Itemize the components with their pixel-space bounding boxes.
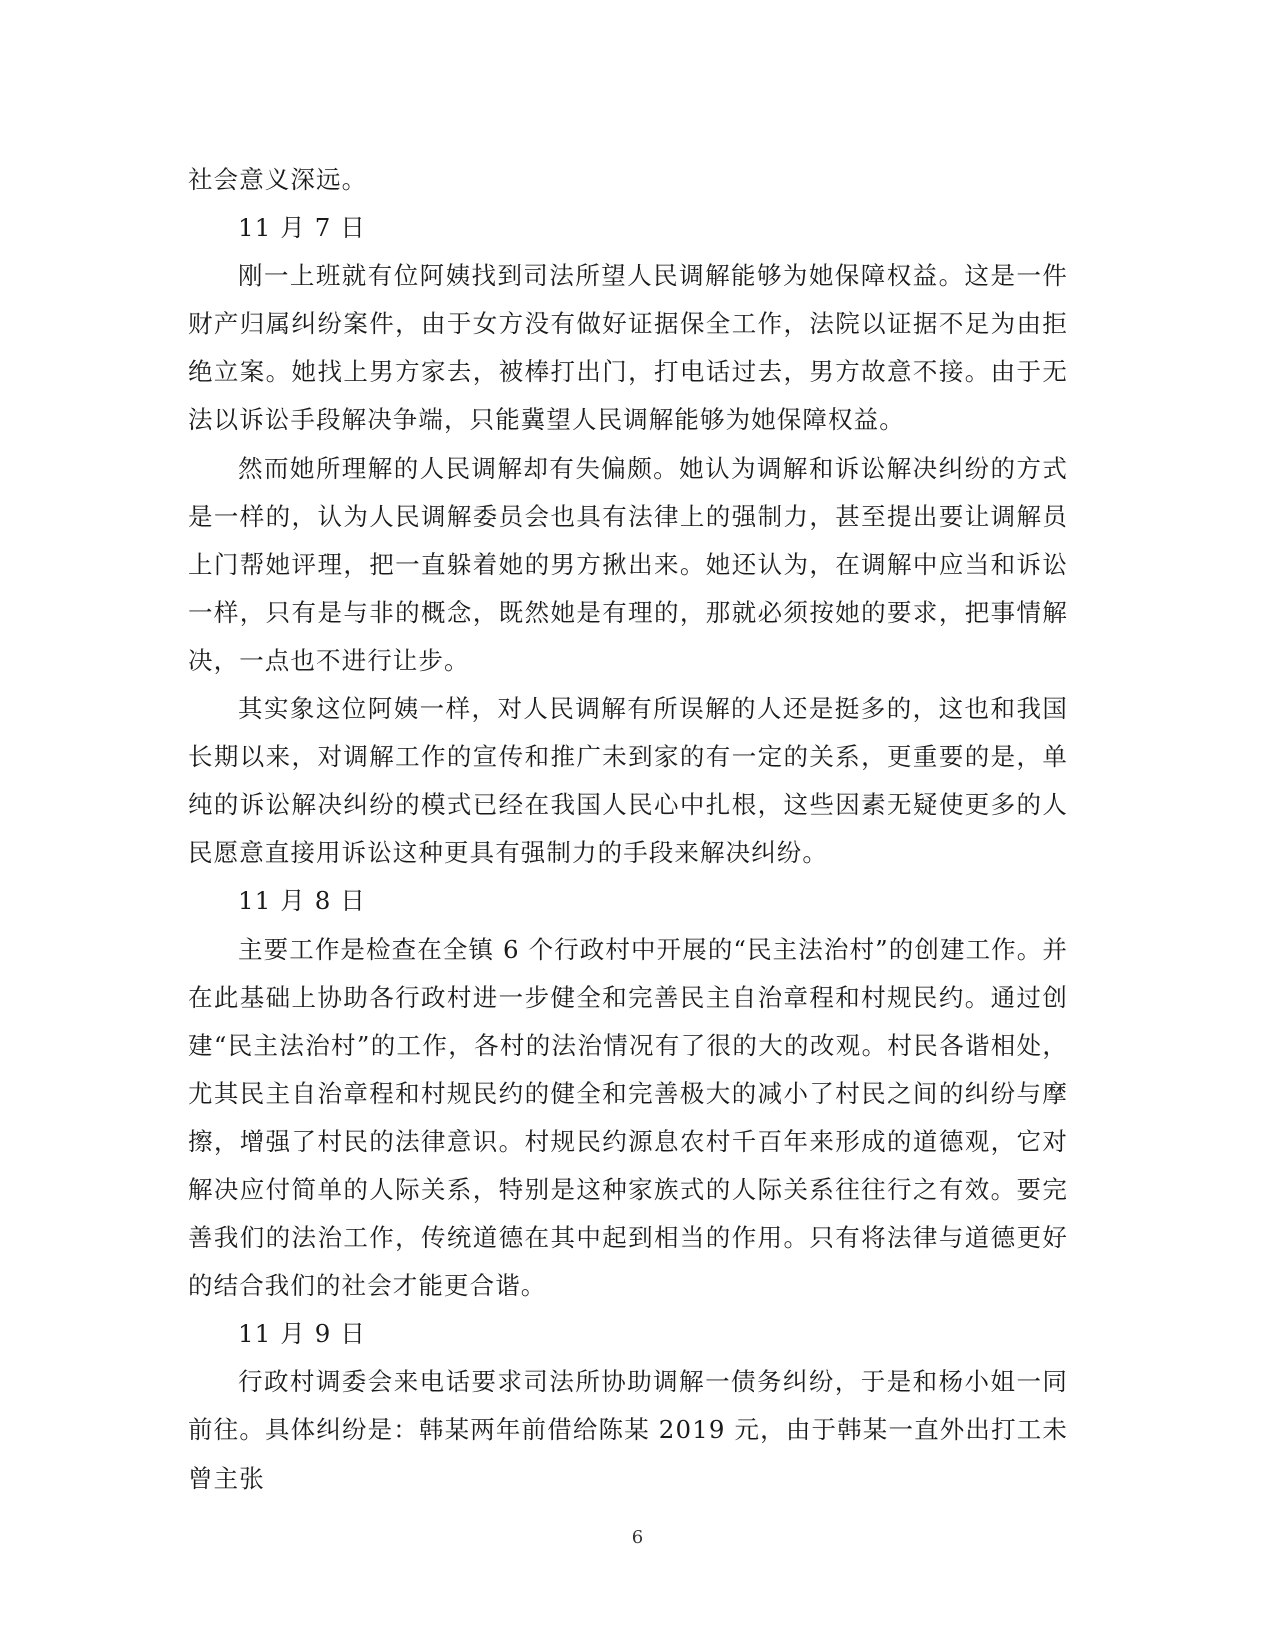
date-heading-nov-7: 11 月 7 日 xyxy=(238,213,366,243)
page-body xyxy=(188,156,1068,1503)
paragraph-continuation: 社会意义深远。 xyxy=(188,165,368,194)
date-heading-nov-8: 11 月 8 日 xyxy=(238,886,366,916)
paragraph-debt-dispute: 行政村调委会来电话要求司法所协助调解一债务纠纷，于是和杨小姐一同前往。具体纠纷是：韩某两年前借给陈某 2019 元，由于韩某一直外出打工未曾主张 xyxy=(188,1367,1068,1493)
paragraph-misunderstanding: 然而她所理解的人民调解却有失偏颇。她认为调解和诉讼解决纠纷的方式是一样的，认为人民调解委员会也具有法律上的强制力，甚至提出要让调解员上门帮她评理，把一直躲着她的男方揪出来。她还认为，在调解中应当和诉讼一样，只有是与非的概念，既然她是有理的，那就必须按她的要求，把事情解决，一点也不进行让步。 xyxy=(188,453,1068,675)
paragraph-mediation-case: 刚一上班就有位阿姨找到司法所望人民调解能够为她保障权益。这是一件财产归属纠纷案件，由于女方没有做好证据保全工作，法院以证据不足为由拒绝立案。她找上男方家去，被棒打出门，打电话过去，男方故意不接。由于无法以诉讼手段解决争端，只能冀望人民调解能够为她保障权益。 xyxy=(188,261,1068,435)
date-heading-nov-9: 11 月 9 日 xyxy=(238,1319,366,1349)
paragraph-democratic-village: 主要工作是检查在全镇 6 个行政村中开展的“民主法治村”的创建工作。并在此基础上协助各行政村进一步健全和完善民主自治章程和村规民约。通过创建“民主法治村”的工作，各村的法治情况有了很的大的改观。村民各谐相处，尤其民主自治章程和村规民约的健全和完善极大的减小了村民之间的纠纷与摩擦，增强了村民的法律意识。村规民约源息农村千百年来形成的道德观，它对解决应付简单的人际关系，特别是这种家族式的人际关系往往行之有效。要完善我们的法治工作，传统道德在其中起到相当的作用。只有将法律与道德更好的结合我们的社会才能更合谐。 xyxy=(188,934,1068,1301)
page-number: 6 xyxy=(631,1527,644,1548)
paragraph-reflection: 其实象这位阿姨一样，对人民调解有所误解的人还是挺多的，这也和我国长期以来，对调解工作的宣传和推广未到家的有一定的关系，更重要的是，单纯的诉讼解决纠纷的模式已经在我国人民心中扎根，这些因素无疑使更多的人民愿意直接用诉讼这种更具有强制力的手段来解决纠纷。 xyxy=(188,694,1068,868)
